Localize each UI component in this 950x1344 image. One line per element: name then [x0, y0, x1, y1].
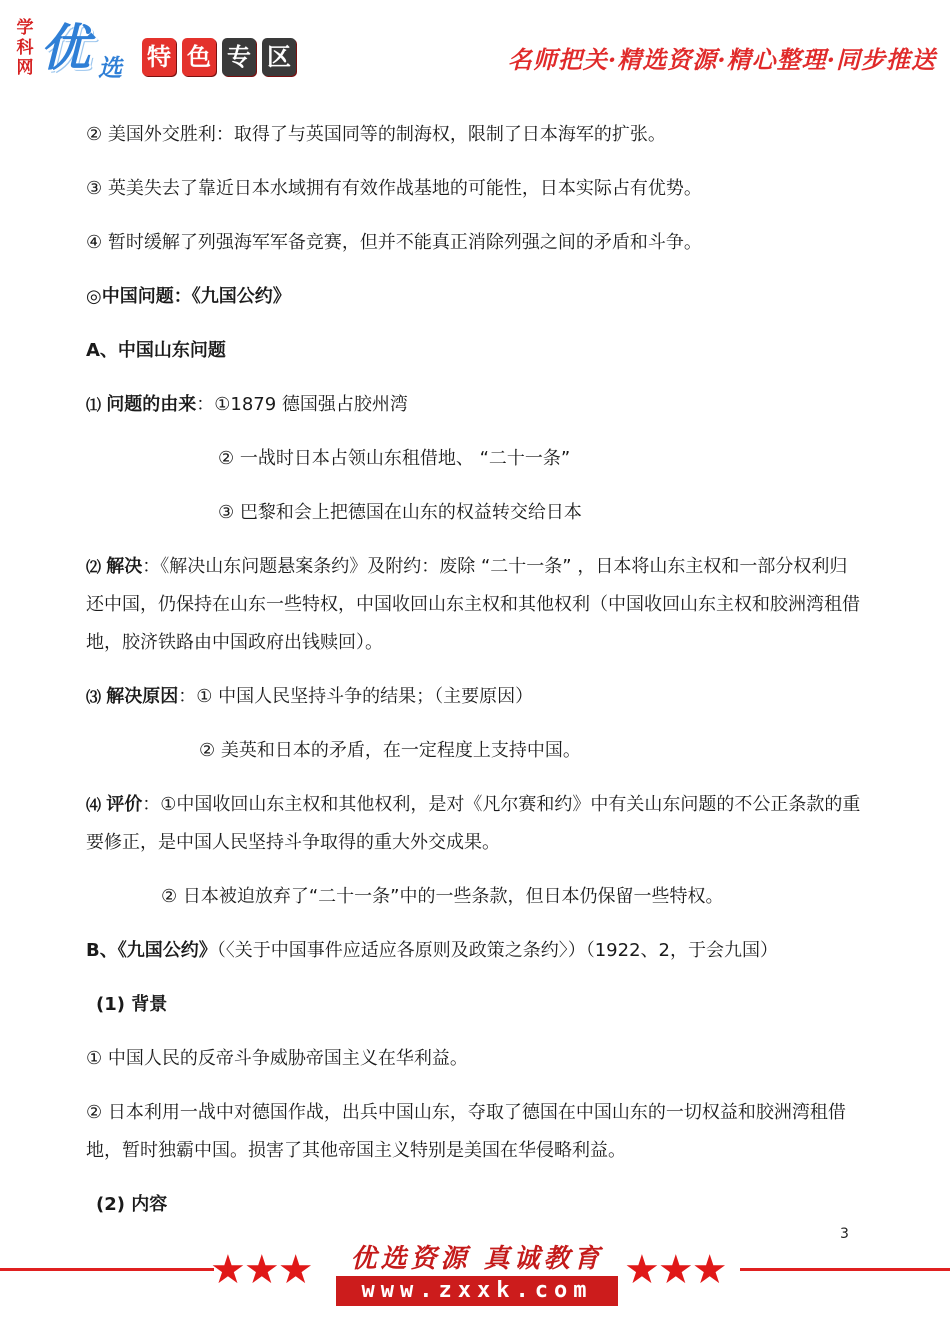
- bold-text: (2) 内容: [96, 1194, 168, 1215]
- footer-stars-left-icon: ★★★: [210, 1247, 312, 1293]
- text-run: ：《解决山东问题悬案条约》及附约：废除 “二十一条” ，日本将山东主权和一部分权利归还中国，仍保持在山东一些特权，中国收回山东主权和其他权利（中国收回山东主权和胶洲湾租借地，胶济铁路由中国政府出钱赎回）。: [86, 556, 860, 653]
- document-body: [86, 116, 862, 1240]
- footer-rule-right: [740, 1268, 950, 1271]
- badge-1: 特: [142, 38, 176, 76]
- paragraph: [86, 1040, 862, 1078]
- page-header: [0, 0, 950, 100]
- paragraph: [86, 440, 862, 478]
- paragraph: [86, 1186, 862, 1224]
- text-run: ⑶: [86, 688, 107, 706]
- footer-stars-right-icon: ★★★: [624, 1247, 726, 1293]
- bold-text: 问题的由来: [106, 394, 197, 415]
- bold-text: B、: [86, 940, 118, 961]
- text-run: ⑷: [86, 796, 107, 814]
- page-footer: [0, 1236, 950, 1316]
- paragraph: [86, 878, 862, 916]
- bold-text: 解决: [106, 556, 143, 577]
- bold-text: 解决原因: [106, 686, 179, 707]
- paragraph: [86, 170, 862, 208]
- text-run: ③ 英美失去了靠近日本水域拥有有效作战基地的可能性，日本实际占有优势。: [86, 178, 702, 199]
- text-run: ⑵: [86, 558, 107, 576]
- text-run: ④ 暂时缓解了列强海军军备竞赛，但并不能真正消除列强之间的矛盾和斗争。: [86, 232, 702, 253]
- paragraph: [86, 986, 862, 1024]
- logo-side-text: 学科网: [16, 18, 34, 78]
- bold-text: (1) 背景: [96, 994, 168, 1015]
- paragraph: [86, 1094, 862, 1170]
- text-run: ：① 中国人民坚持斗争的结果；（主要原因）: [178, 686, 534, 707]
- paragraph: [86, 494, 862, 532]
- text-run: ：①1879 德国强占胶州湾: [196, 394, 408, 415]
- paragraph: [86, 116, 862, 154]
- paragraph: [86, 332, 862, 370]
- paragraph: [86, 278, 862, 316]
- logo-main-text: 优: [40, 18, 86, 77]
- text-run: ② 美英和日本的矛盾，在一定程度上支持中国。: [199, 740, 581, 761]
- text-run: ② 日本利用一战中对德国作战，出兵中国山东，夺取了德国在中国山东的一切权益和胶洲湾租借地，暂时独霸中国。损害了其他帝国主义特别是美国在华侵略利益。: [86, 1102, 846, 1161]
- badge-2: 色: [182, 38, 216, 76]
- footer-rule-left: [0, 1268, 214, 1271]
- paragraph: [86, 224, 862, 262]
- badge-3: 专: [222, 38, 256, 76]
- text-run: （〈关于中国事件应适应各原则及政策之条约〉）（1922、2，于会九国）: [216, 940, 778, 961]
- bold-text: 《九国公约》: [117, 940, 217, 961]
- header-slogan: 名师把关·精选资源·精心整理·同步推送: [507, 45, 936, 74]
- text-run: ② 日本被迫放弃了“二十一条”中的一些条款，但日本仍保留一些特权。: [161, 886, 724, 907]
- text-run: ① 中国人民的反帝斗争威胁帝国主义在华利益。: [86, 1048, 468, 1069]
- logo-sub-text: 选: [98, 53, 122, 82]
- paragraph: [86, 678, 862, 716]
- paragraph: [86, 786, 862, 862]
- text-run: ② 一战时日本占领山东租借地、 “二十一条”: [218, 448, 571, 469]
- badge-4: 区: [262, 38, 296, 76]
- bold-text: ◎中国问题：《九国公约》: [86, 286, 291, 307]
- page-number: 3: [840, 1226, 849, 1242]
- bold-text: 评价: [106, 794, 143, 815]
- footer-brand: 优选资源 真诚教育: [350, 1244, 604, 1274]
- text-run: ：①中国收回山东主权和其他权利，是对《凡尔赛和约》中有关山东问题的不公正条款的重要修正，是中国人民坚持斗争取得的重大外交成果。: [86, 794, 861, 853]
- bold-text: A、中国山东问题: [86, 340, 226, 361]
- paragraph: [86, 548, 862, 662]
- paragraph: [86, 386, 862, 424]
- footer-url: www.zxxk.com: [336, 1276, 618, 1306]
- text-run: ② 美国外交胜利：取得了与英国同等的制海权，限制了日本海军的扩张。: [86, 124, 666, 145]
- paragraph: [86, 732, 862, 770]
- text-run: ⑴: [86, 396, 107, 414]
- text-run: ③ 巴黎和会上把德国在山东的权益转交给日本: [218, 502, 582, 523]
- paragraph: [86, 932, 862, 970]
